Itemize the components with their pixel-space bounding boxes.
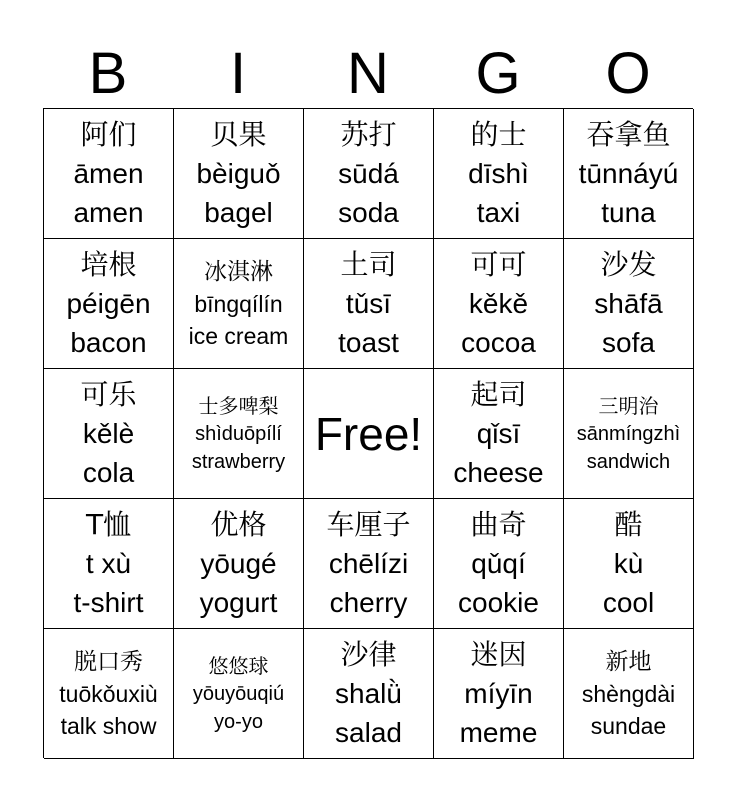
english-label: ice cream [188,322,289,349]
english-label: t-shirt [73,587,144,618]
pinyin-label: bīngqílín [194,290,283,317]
english-label: strawberry [191,450,286,473]
english-label: sandwich [586,450,671,473]
bingo-cell[interactable] [564,499,694,629]
english-label: bagel [204,197,273,228]
english-label: amen [73,197,144,228]
bingo-cell[interactable] [564,629,694,759]
hanzi-label: 土司 [340,248,397,281]
hanzi-label: 沙发 [600,248,657,281]
pinyin-label: chēlízi [328,548,409,579]
english-label: yo-yo [214,710,263,733]
bingo-cell[interactable] [434,239,564,369]
english-label: sundae [590,712,667,739]
hanzi-label: 培根 [80,248,137,281]
bingo-cell[interactable] [174,109,304,239]
pinyin-label: āmen [73,158,144,189]
pinyin-label: tuōkǒuxiù [59,680,158,707]
english-label: tuna [601,197,656,228]
pinyin-label: péigēn [66,288,151,319]
hanzi-label: 三明治 [598,393,659,418]
hanzi-label: 车厘子 [326,508,411,541]
bingo-cell[interactable] [304,629,434,759]
bingo-cell[interactable] [174,629,304,759]
bingo-cell[interactable] [304,109,434,239]
english-label: taxi [476,197,521,228]
pinyin-label: tūnnáyú [578,158,679,189]
bingo-cell[interactable] [434,499,564,629]
bingo-cell[interactable] [174,239,304,369]
bingo-cell[interactable] [174,499,304,629]
english-label: bacon [70,327,147,358]
bingo-cell[interactable] [44,109,174,239]
bingo-cell[interactable] [174,369,304,499]
pinyin-label: bèiguǒ [196,158,281,189]
hanzi-label: 优格 [210,508,267,541]
hanzi-label: 脱口秀 [74,648,143,675]
bingo-cell[interactable] [564,369,694,499]
bingo-cell[interactable] [304,239,434,369]
english-label: yogurt [199,587,278,618]
pinyin-label: tǔsī [345,288,392,319]
pinyin-label: dīshì [468,158,529,189]
pinyin-label: kělè [82,418,135,449]
pinyin-label: kěkě [468,288,529,319]
hanzi-label: 贝果 [210,118,267,151]
english-label: cool [602,587,655,618]
hanzi-label: 起司 [470,378,527,411]
bingo-cell[interactable] [304,499,434,629]
hanzi-label: 沙律 [340,638,397,671]
header-letter-i: I [229,41,247,106]
hanzi-label: 吞拿鱼 [586,118,671,151]
hanzi-label: 冰淇淋 [204,258,273,285]
hanzi-label: 可乐 [80,378,137,411]
header-letter-n: N [347,41,389,106]
english-label: talk show [60,712,157,739]
bingo-cell[interactable] [44,239,174,369]
pinyin-label: qǐsī [476,418,521,449]
pinyin-label: yōuyōuqiú [192,682,285,705]
pinyin-label: shāfā [594,288,663,319]
bingo-cell[interactable] [434,629,564,759]
free-space[interactable] [304,369,434,499]
english-label: cocoa [461,327,536,358]
header-letter-g: G [475,41,521,106]
bingo-header [43,40,693,108]
bingo-cell[interactable] [44,629,174,759]
free-label: Free! [314,407,423,460]
pinyin-label: t xù [85,548,132,579]
bingo-board [43,108,693,758]
english-label: cheese [453,457,544,488]
pinyin-label: qǔqí [471,548,526,579]
bingo-cell[interactable] [564,109,694,239]
pinyin-label: kù [613,548,644,579]
pinyin-label: shìduōpílí [195,422,282,445]
english-label: toast [338,327,399,358]
pinyin-label: yōugé [200,548,277,579]
hanzi-label: 迷因 [470,638,527,671]
bingo-cell[interactable] [434,109,564,239]
header-letter-b: B [88,41,128,106]
pinyin-label: shalǜ [335,678,402,709]
english-label: cola [82,457,135,488]
header-letter-o: O [605,41,651,106]
english-label: meme [459,717,538,748]
bingo-cell[interactable] [434,369,564,499]
hanzi-label: 新地 [605,648,652,675]
pinyin-label: sūdá [338,158,399,189]
hanzi-label: 可可 [470,248,527,281]
hanzi-label: 阿们 [80,118,137,151]
english-label: salad [335,717,402,748]
pinyin-label: sānmíngzhì [576,422,681,445]
bingo-cell[interactable] [564,239,694,369]
english-label: soda [338,197,399,228]
hanzi-label: 士多啤梨 [198,393,279,418]
hanzi-label: T恤 [85,508,132,541]
hanzi-label: 的士 [470,118,527,151]
hanzi-label: 苏打 [340,118,397,151]
hanzi-label: 悠悠球 [208,653,269,678]
hanzi-label: 酷 [614,508,643,541]
bingo-cell[interactable] [44,369,174,499]
english-label: sofa [602,327,655,358]
hanzi-label: 曲奇 [470,508,527,541]
english-label: cherry [329,587,408,618]
bingo-cell[interactable] [44,499,174,629]
pinyin-label: shèngdài [581,680,676,707]
pinyin-label: míyīn [464,678,533,709]
english-label: cookie [458,587,539,618]
